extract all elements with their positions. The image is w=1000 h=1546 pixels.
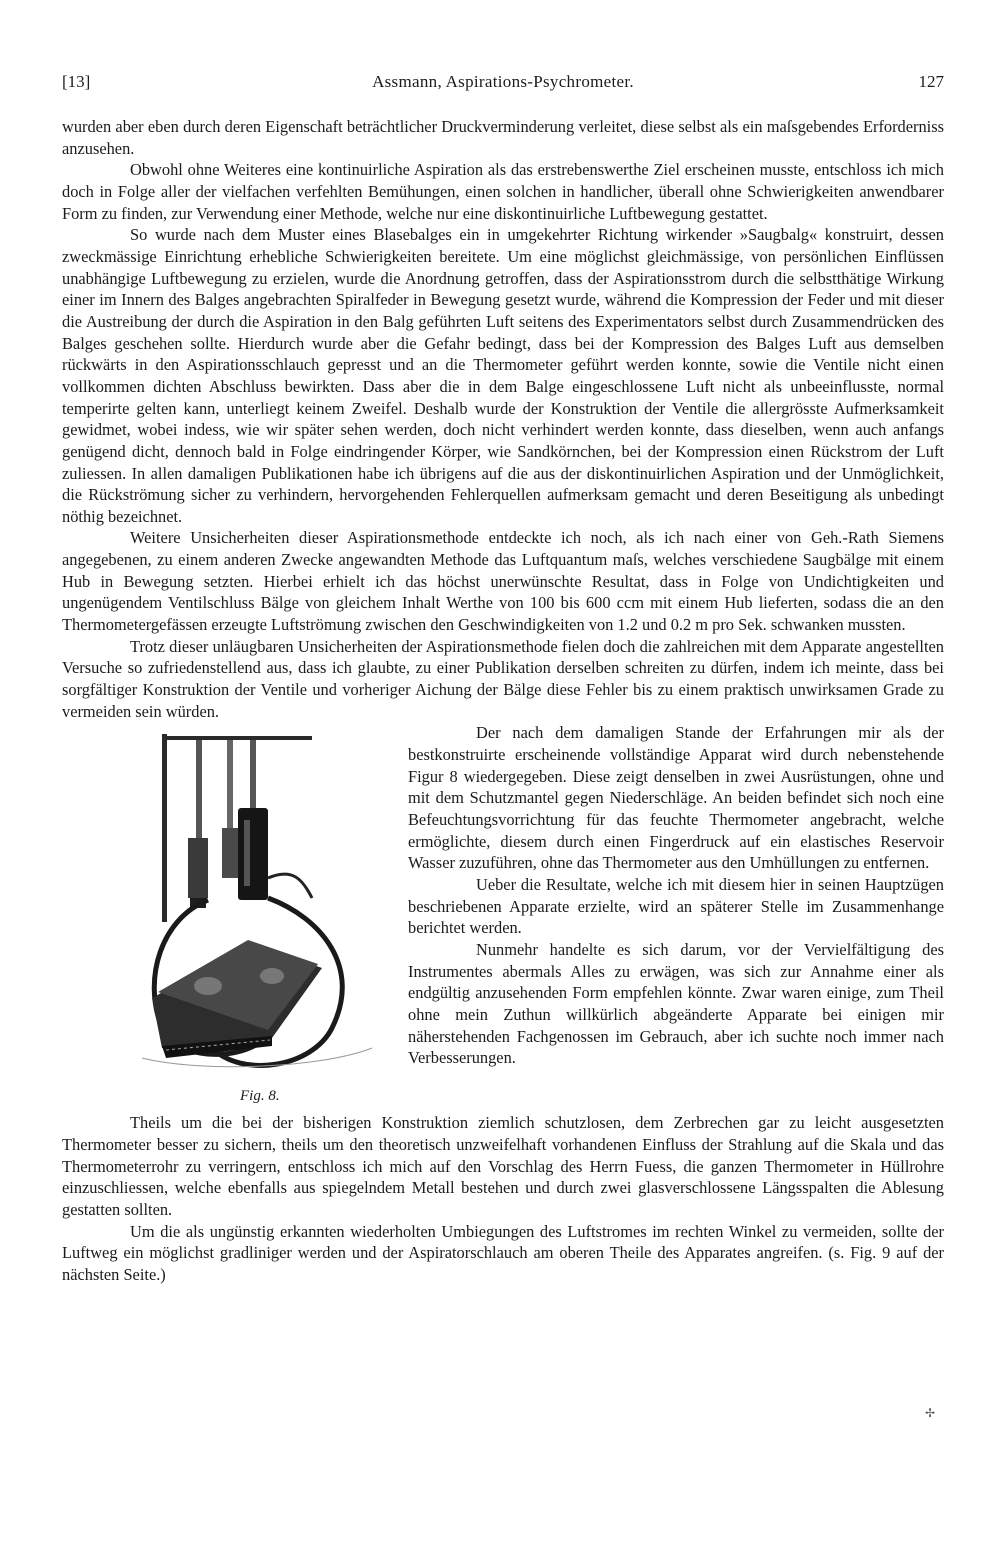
figure-caption: Fig. 8. [240,1088,280,1105]
closing-paragraph-2: Um die als ungünstig erkannten wiederholten Umbiegungen des Luftstromes im rechten Winkel zu vermeiden, sollte der Luftweg ein möglichst gradliniger werden und der Aspiratorschlauch am oberen Theile des Apparates angreifen. (s. Fig. 9 auf der nächsten Seite.) [62,1221,944,1284]
figure-paragraph-3: Nunmehr handelte es sich darum, vor der Vervielfältigung des Instrumentes abermals Alles zu erwägen, was sich zur Annahme einer als endgültig anzusehenden Form empfehlen könnte. Zwar waren einige, zum Theil ohne mein Zuthun willkürlich abgeänderte Apparate bei einigen mir näherstehenden Fachgenossen im Gebrauch, aber ich suchte noch immer nach Verbesserungen. [408,939,944,1068]
page-reference: [13] [62,72,91,91]
figure-paragraph-1: Der nach dem damaligen Stande der Erfahrungen mir als der bestkonstruirte erscheinende vollständige Apparat wird durch nebenstehende Figur 8 wiedergegeben. Diese zeigt denselben in zwei Ausrüstungen, ohne und mit dem Schutzmantel gegen Niederschläge. An beiden befindet sich noch eine Befeuchtungsvorrichtung für das feuchte Thermometer angebracht, welche ermöglichte, diesem durch einen Fingerdruck auf ein elastisches Reservoir Wasser zuzuführen, ohne das Thermometer aus den Umhüllungen zu entfernen. [408,723,944,873]
figure-paragraph-2: Ueber die Resultate, welche ich mit diesem hier in seinen Hauptzügen beschriebenen Apparate erzielte, wird an späterer Stelle im Zusammenhange berichtet werden. [408,874,944,938]
running-title: Assmann, Aspirations-Psychrometer. [372,72,634,91]
closing-paragraph-1: Theils um die bei der bisherigen Konstruktion ziemlich schutzlosen, dem Zerbrechen gar zu leicht ausgesetzten Thermometer besser zu sichern, theils um den theoretisch unzweifelhaft vorhandenen Einfluss der Strahlung auf die Skala und das Thermometerrohr zu verringern, entschloss ich mich auf den Vorschlag des Herrn Fuess, die ganzen Thermometer in Hüllrohre einzuschliessen, welche ebenfalls aus spiegelndem Metall bestehen und durch zwei glasverschlossene Längsspalten die Ablesung gestatten sollten. [62,1113,944,1219]
figure-8 [122,728,400,1110]
running-header [62,72,944,98]
paragraph-5: Trotz dieser unläugbaren Unsicherheiten der Aspirationsmethode fielen doch die zahlreichen mit dem Apparate angestellten Versuche so zufriedenstellend aus, dass ich glaubte, zu einer Publikation derselben schreiten zu dürfen, indem ich meinte, dass bei sorgfältiger Konstruktion der Ventile und vorheriger Aichung der Bälge diese Fehler bis zu einem praktisch unwirksamen Grade zu vermeiden sein würden. [62,636,944,721]
psychrometer-illustration [122,728,400,1084]
page-number: 127 [918,72,944,91]
body-text [62,116,944,1286]
printer-mark: ✢ [925,1406,936,1420]
paragraph-4: Weitere Unsicherheiten dieser Aspirationsmethode entdeckte ich noch, als ich nach einer von Geh.-Rath Siemens angegebenen, zu einem anderen Zwecke angewandten Methode das Luftquantum maſs, welches verschiedene Saugbälge mit einem Hub in Bewegung setzten. Hierbei erhielt ich das höchst unerwünschte Resultat, dass in Folge von Undichtigkeiten und ungenügendem Ventilschluss Bälge von gleichem Inhalt Werthe von 100 bis 600 ccm mit einem Hub lieferten, sodass die an den Thermometergefässen erzeugte Luftströmung zwischen den Geschwindigkeiten von 1.2 und 0.2 m pro Sek. schwanken mussten. [62,528,944,635]
paragraph-3: So wurde nach dem Muster eines Blasebalges ein in umgekehrter Richtung wirkender »Saugbalg« konstruirt, dessen zweckmässige Einrichtung erhebliche Schwierigkeiten bereitete. Um eine möglichst gleichmässige, von persönlichen Einflüssen unabhängige Luftbewegung zu erzielen, wurde die Anordnung getroffen, dass der Aspirationsstrom durch die selbstthätige Wirkung einer im Innern des Balges angebrachten Spiralfeder in Bewegung gesetzt wurde, während die Kompression der Feder und mit dieser die Austreibung der durch die Aspiration in den Balg geführten Luft seitens des Experimentators selbst durch Zusammendrücken des Balges geschehen sollte. Hierdurch wurde aber die Gefahr bedingt, dass bei der Kompression des Balges Luft aus demselben rückwärts in den Aspirationsschlauch gepresst und an die Thermometer geführt werden konnte, sowie die Ventile nicht einen vollkommen dichten Abschluss bewirkten. Dass aber die in dem Balge eingeschlossene Luft nicht als unbeeinflusste, normal temperirte gelten kann, unterliegt keinem Zweifel. Deshalb wurde der Konstruktion der Ventile die allergrösste Aufmerksamkeit gewidmet, wobei indess, wie wir später sehen werden, doch nicht verhindert werden konnte, dass dieselben, wenn auch anfangs genügend dicht, dennoch bald in Folge eindringender Körper, wie Sandkörnchen, bei der Kompression einen Rückstrom der Luft zuliessen. In allen damaligen Publikationen habe ich übrigens auf die aus der diskontinuirlichen Aspiration und der Unmöglichkeit, die Rückströmung sicher zu verhindern, hervorgehenden Fehlerquellen aufmerksam gemacht und deren Beseitigung als unbedingt nöthig bezeichnet. [62,225,944,526]
paragraph-1: wurden aber eben durch deren Eigenschaft beträchtlicher Druckverminderung verleitet, diese selbst als ein maſsgebendes Erforderniss anzusehen. [62,117,944,158]
paragraph-2: Obwohl ohne Weiteres eine kontinuirliche Aspiration als das erstrebenswerthe Ziel erscheinen musste, entschloss ich mich doch in Folge aller der vielfachen verfehlten Bemühungen, einen solchen in handlicher, überall ohne Schwierigkeiten anwendbarer Form zu finden, zur Verwendung einer Methode, welche nur eine diskontinuirliche Luftbewegung gestattet. [62,160,944,223]
